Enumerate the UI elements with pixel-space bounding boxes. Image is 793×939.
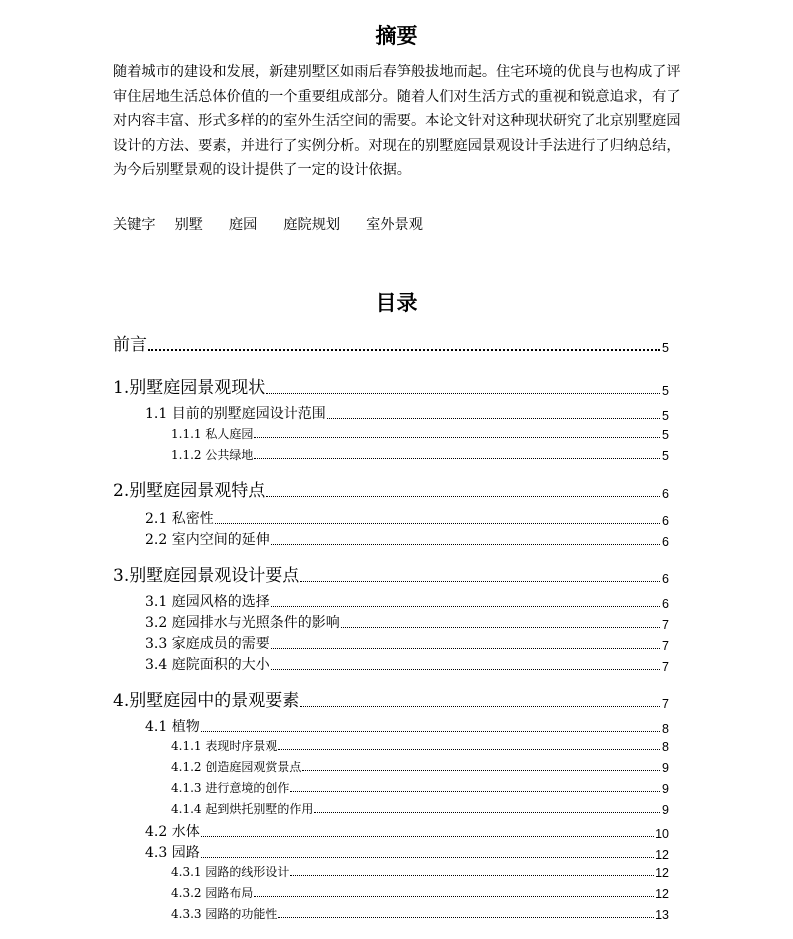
toc-entry[interactable]: [145, 508, 669, 528]
keywords-label: 关键字: [113, 217, 156, 233]
toc-leader-dots: [215, 522, 660, 524]
toc-entry-text: 2.2 室内空间的延伸: [145, 532, 270, 548]
toc-entry-text: 1.1.2 公共绿地: [171, 448, 254, 462]
toc-leader-dots: [300, 705, 660, 707]
keyword: 庭园: [228, 217, 258, 233]
toc-leader-dots: [271, 647, 660, 649]
toc-entry[interactable]: [171, 863, 669, 880]
toc-page-number: 5: [662, 428, 669, 442]
toc-leader-dots: [254, 457, 660, 459]
toc-leader-dots: [290, 790, 660, 792]
toc-page-number: 13: [655, 908, 669, 922]
toc-leader-dots: [254, 436, 660, 438]
toc-entry-text: 1.1.1 私人庭园: [171, 427, 254, 441]
toc-entry[interactable]: [145, 612, 669, 632]
toc-entry[interactable]: [145, 633, 669, 653]
keyword: 别墅: [174, 217, 203, 233]
toc-entry-text: 4.别墅庭园中的景观要素: [113, 691, 300, 711]
abstract-title: 摘要: [375, 24, 418, 48]
toc-entry[interactable]: [113, 373, 669, 398]
toc-leader-dots: [254, 895, 654, 897]
toc-entry[interactable]: [113, 686, 669, 711]
toc-entry-text: 3.4 庭院面积的大小: [145, 657, 270, 673]
toc-entry-text: 4.1 植物: [145, 719, 200, 735]
toc-leader-dots: [290, 874, 654, 876]
toc-leader-dots: [327, 417, 660, 419]
toc-page-number: 7: [662, 639, 669, 653]
toc-entry[interactable]: [145, 591, 669, 611]
toc-page-number: 6: [662, 572, 669, 586]
toc-entry[interactable]: [171, 800, 669, 817]
toc-entry[interactable]: [171, 779, 669, 796]
toc-entry-text: 4.3.1 园路的线形设计: [171, 865, 290, 879]
toc-page-number: 6: [662, 597, 669, 611]
toc-entry-text: 2.别墅庭园景观特点: [113, 481, 266, 501]
toc-entry-text: 1.别墅庭园景观现状: [113, 378, 266, 398]
toc-page-number: 7: [662, 697, 669, 711]
toc-entry[interactable]: [113, 330, 669, 355]
toc-leader-dots: [201, 730, 660, 732]
toc-page-number: 7: [662, 618, 669, 632]
toc-entry[interactable]: [171, 884, 669, 901]
toc-leader-dots: [271, 668, 660, 670]
toc-entry[interactable]: [171, 425, 669, 442]
toc-page-number: 9: [662, 761, 669, 775]
toc-leader-dots: [278, 748, 660, 750]
toc-entry[interactable]: [145, 821, 669, 841]
toc-page-number: 10: [655, 827, 669, 841]
toc-page-number: 7: [662, 660, 669, 674]
toc-page-number: 6: [662, 487, 669, 501]
toc-entry-text: 3.2 庭园排水与光照条件的影响: [145, 615, 340, 631]
toc-entry[interactable]: [145, 529, 669, 549]
toc-page-number: 5: [662, 384, 669, 398]
toc-page-number: 12: [655, 866, 669, 880]
toc-entry-text: 3.1 庭园风格的选择: [145, 594, 270, 610]
toc-entry[interactable]: [113, 561, 669, 586]
toc-leader-dots: [271, 543, 660, 545]
toc-leader-dots: [341, 626, 660, 628]
toc-entry-text: 2.1 私密性: [145, 511, 214, 527]
toc-page-number: 5: [662, 409, 669, 423]
toc-entry-text: 3.别墅庭园景观设计要点: [113, 566, 300, 586]
toc-leader-dots: [271, 605, 660, 607]
toc-entry-text: 4.1.3 进行意境的创作: [171, 781, 290, 795]
toc-leader-dots: [266, 495, 660, 497]
toc-entry-text: 3.3 家庭成员的需要: [145, 636, 270, 652]
toc-entry-text: 前言: [113, 335, 147, 355]
toc-leader-dots: [201, 856, 654, 858]
toc-leader-dots: [278, 916, 654, 918]
toc-page-number: 9: [662, 782, 669, 796]
keyword: 庭院规划: [283, 217, 341, 233]
toc-entry[interactable]: [171, 446, 669, 463]
toc-entry[interactable]: [171, 905, 669, 922]
toc-leader-dots: [201, 835, 654, 837]
toc-entry-text: 4.3 园路: [145, 845, 200, 861]
toc-entry-text: 4.1.4 起到烘托别墅的作用: [171, 802, 314, 816]
toc-entry-text: 4.1.2 创造庭园观赏景点: [171, 760, 302, 774]
toc-title: 目录: [375, 291, 418, 315]
keyword: 室外景观: [366, 217, 423, 233]
toc-entry-text: 4.1.1 表现时序景观: [171, 739, 278, 753]
toc-page-number: 5: [662, 449, 669, 463]
toc-entry[interactable]: [145, 654, 669, 674]
toc-page-number: 9: [662, 803, 669, 817]
toc-entry-text: 1.1 目前的别墅庭园设计范围: [145, 406, 326, 422]
toc-page-number: 6: [662, 514, 669, 528]
toc-leader-dots: [148, 348, 660, 351]
toc-entry-text: 4.2 水体: [145, 824, 200, 840]
toc-page-number: 12: [655, 848, 669, 862]
toc-entry[interactable]: [171, 758, 669, 775]
toc-leader-dots: [300, 580, 660, 582]
toc-page-number: 12: [655, 887, 669, 901]
toc-leader-dots: [302, 769, 660, 771]
toc-entry[interactable]: [113, 476, 669, 501]
abstract-body: 随着城市的建设和发展，新建别墅区如雨后春笋般拔地而起。住宅环境的优良与也构成了评审住居地生活总体价值的一个重要组成部分。随着人们对生活方式的重视和锐意追求，有了对内容丰富、形式多样的的室外生活空间的需要。本论文针对这种现状研究了北京别墅庭园设计的方法、要素，并进行了实例分析。对现在的别墅庭园景观设计手法进行了归纳总结，为今后别墅景观的设计提供了一定的设计依据。: [113, 64, 681, 178]
keywords-line: [113, 214, 449, 234]
toc-leader-dots: [314, 811, 660, 813]
toc-entry[interactable]: [171, 737, 669, 754]
toc-entry-text: 4.3.2 园路布局: [171, 886, 254, 900]
toc-entry[interactable]: [145, 403, 669, 423]
toc-leader-dots: [266, 392, 660, 394]
toc-page-number: 5: [662, 341, 669, 355]
toc-entry[interactable]: [145, 716, 669, 736]
toc-page-number: 6: [662, 535, 669, 549]
toc-entry[interactable]: [145, 842, 669, 862]
toc-page-number: 8: [662, 740, 669, 754]
toc-entry-text: 4.3.3 园路的功能性: [171, 907, 278, 921]
toc-page-number: 8: [662, 722, 669, 736]
